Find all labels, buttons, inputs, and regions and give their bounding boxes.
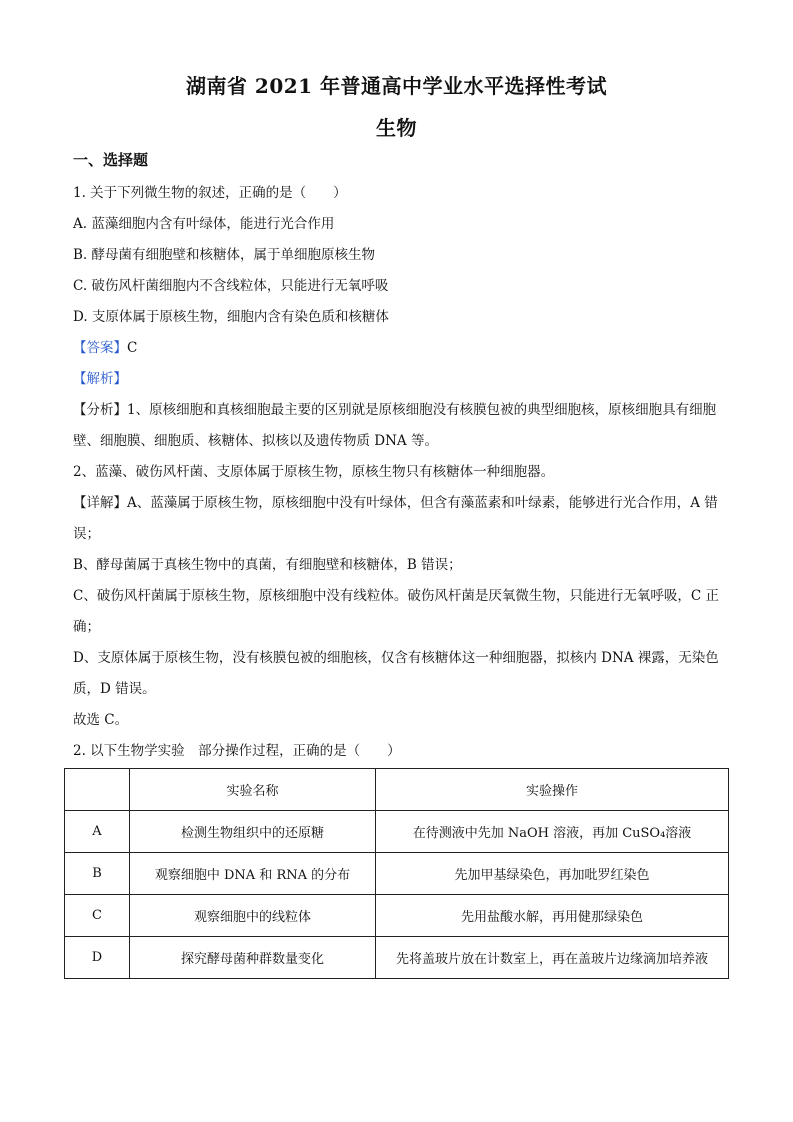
answer-line bbox=[73, 338, 137, 358]
table-cell-option: B bbox=[65, 853, 130, 895]
detail-paragraph-4: D、支原体属于原核生物，没有核膜包被的细胞核，仅含有核糖体这一种细胞器，拟核内 DNA 裸露，无染色质，D 错误。 bbox=[73, 650, 719, 697]
detail-paragraph-2: B、酵母菌属于真核生物中的真菌，有细胞壁和核糖体，B 错误； bbox=[73, 557, 462, 573]
table-cell-operation: 在待测液中先加 NaOH 溶液，再加 CuSO₄溶液 bbox=[376, 811, 729, 853]
table-row bbox=[65, 937, 729, 979]
analysis-tag: 【解析】 bbox=[73, 371, 127, 387]
question-1-option-b: B. 酵母菌有细胞壁和核糖体，属于单细胞原核生物 bbox=[73, 247, 376, 263]
table-row bbox=[65, 811, 729, 853]
page-title: 湖南省 2021 年普通高中学业水平选择性考试 bbox=[185, 74, 608, 98]
table-row bbox=[65, 853, 729, 895]
detail-paragraph-1: 【详解】A、蓝藻属于原核生物，原核细胞中没有叶绿体，但含有藻蓝素和叶绿素，能够进行光合作用，A 错误； bbox=[73, 495, 718, 542]
answer-tag: 【答案】 bbox=[73, 340, 127, 356]
table-header-cell: 实验名称 bbox=[130, 769, 376, 811]
table-header-cell: 实验操作 bbox=[376, 769, 729, 811]
table-cell-experiment: 探究酵母菌种群数量变化 bbox=[130, 937, 376, 979]
table-row bbox=[65, 895, 729, 937]
question-1-option-a: A. 蓝藻细胞内含有叶绿体，能进行光合作用 bbox=[73, 216, 335, 232]
question-1-stem: 1. 关于下列微生物的叙述，正确的是（ ） bbox=[73, 185, 347, 201]
table-cell-experiment: 观察细胞中 DNA 和 RNA 的分布 bbox=[130, 853, 376, 895]
table-cell-option: A bbox=[65, 811, 130, 853]
table-header-cell bbox=[65, 769, 130, 811]
table-cell-experiment: 检测生物组织中的还原糖 bbox=[130, 811, 376, 853]
question-1-option-d: D. 支原体属于原核生物，细胞内含有染色质和核糖体 bbox=[73, 309, 389, 325]
table-cell-option: C bbox=[65, 895, 130, 937]
section-heading: 一、选择题 bbox=[73, 151, 149, 169]
analysis-paragraph-2: 2、蓝藻、破伤风杆菌、支原体属于原核生物，原核生物只有核糖体一种细胞器。 bbox=[73, 464, 555, 480]
table-cell-experiment: 观察细胞中的线粒体 bbox=[130, 895, 376, 937]
conclusion-line: 故选 C。 bbox=[73, 712, 129, 728]
answer-value: C bbox=[127, 340, 138, 356]
table-cell-operation: 先加甲基绿染色，再加吡罗红染色 bbox=[376, 853, 729, 895]
experiment-table bbox=[64, 768, 729, 979]
table-cell-operation: 先用盐酸水解，再用健那绿染色 bbox=[376, 895, 729, 937]
analysis-paragraph-1: 【分析】1、原核细胞和真核细胞最主要的区别就是原核细胞没有核膜包被的典型细胞核，原核细胞具有细胞壁、细胞膜、细胞质、核糖体、拟核以及遗传物质 DNA 等。 bbox=[73, 402, 717, 449]
detail-paragraph-3: C、破伤风杆菌属于原核生物，原核细胞中没有线粒体。破伤风杆菌是厌氧微生物，只能进行无氧呼吸，C 正确； bbox=[73, 588, 719, 635]
question-2-stem: 2. 以下生物学实验 部分操作过程，正确的是（ ） bbox=[73, 743, 401, 759]
question-1-option-c: C. 破伤风杆菌细胞内不含线粒体，只能进行无氧呼吸 bbox=[73, 278, 389, 294]
table-cell-option: D bbox=[65, 937, 130, 979]
table-cell-operation: 先将盖玻片放在计数室上，再在盖玻片边缘滴加培养液 bbox=[376, 937, 729, 979]
table-header-row bbox=[65, 769, 729, 811]
page-subtitle: 生物 bbox=[376, 116, 417, 140]
